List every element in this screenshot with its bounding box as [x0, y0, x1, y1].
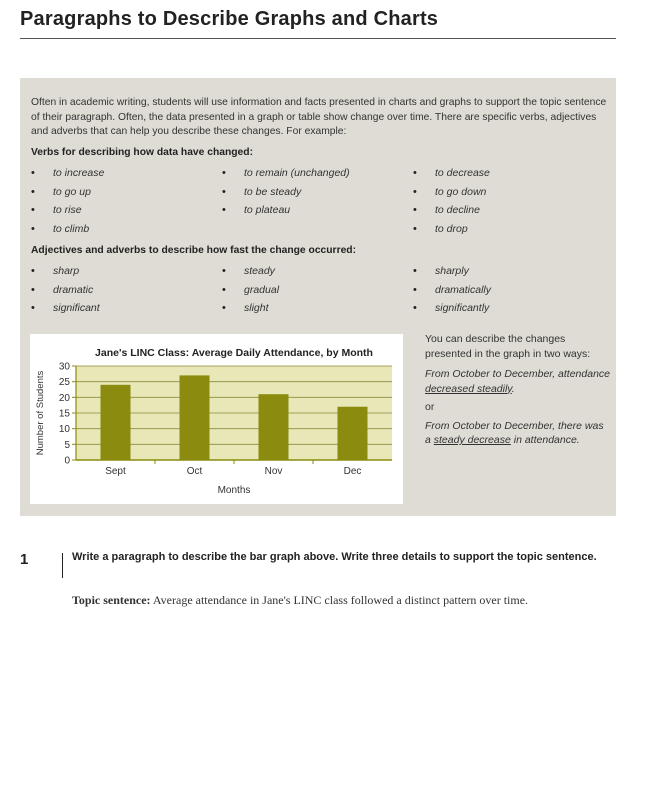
- list-item: • to decline: [413, 204, 603, 223]
- example-1-text: From October to December, attendance: [425, 368, 611, 380]
- example-2-text: From October to December, there was a: [425, 419, 604, 446]
- y-tick-label: 10: [58, 424, 70, 436]
- x-tick-label: Oct: [186, 466, 203, 477]
- y-tick-label: 30: [58, 361, 70, 373]
- verbs-col-2: [222, 167, 412, 223]
- chart-title: Jane's LINC Class: Average Daily Attendance, by Month: [95, 347, 373, 359]
- example-2-underlined: steady decrease: [433, 434, 511, 446]
- list-item: • dramatic: [31, 284, 221, 303]
- list-item: • to decrease: [413, 167, 603, 186]
- list-item: • to go up: [31, 186, 221, 205]
- list-item: • dramatically: [413, 284, 603, 303]
- explanation-intro: You can describe the changes presented in the graph in two ways:: [425, 333, 591, 360]
- list-item: • sharply: [413, 265, 603, 284]
- example-2: [425, 419, 610, 448]
- verbs-col-1: [31, 167, 221, 241]
- list-item: • significant: [31, 302, 221, 321]
- adjectives-heading: Adjectives and adverbs to describe how fast the change occurred:: [31, 245, 357, 256]
- list-item: • slight: [222, 302, 412, 321]
- list-item: • to plateau: [222, 204, 412, 223]
- y-tick-label: 5: [64, 439, 70, 451]
- page-title: Paragraphs to Describe Graphs and Charts: [20, 8, 439, 30]
- list-item: • to be steady: [222, 186, 412, 205]
- example-1: [425, 367, 610, 396]
- list-item: • sharp: [31, 265, 221, 284]
- title-divider: [20, 38, 616, 39]
- adjectives-col-3: [413, 265, 603, 321]
- list-item: • steady: [222, 265, 412, 284]
- y-tick-label: 25: [58, 377, 70, 389]
- list-item: • significantly: [413, 302, 603, 321]
- intro-paragraph: Often in academic writing, students will use information and facts presented in charts and graphs to support the topic sentence of their paragraph. Often, the data presented in a graph or table show change over time. There are specific verbs, adjectives and adverbs that can help you describe these changes. For example:: [31, 97, 607, 137]
- y-tick-label: 15: [58, 408, 70, 420]
- chart-svg: [30, 334, 403, 504]
- list-item: • to go down: [413, 186, 603, 205]
- chart-explanation: [425, 332, 610, 448]
- topic-sentence: [72, 593, 528, 608]
- adjectives-col-2: [222, 265, 412, 321]
- bar-dec: [338, 407, 368, 460]
- topic-sentence-text: Average attendance in Jane's LINC class followed a distinct pattern over time.: [150, 593, 529, 607]
- adjectives-col-1: [31, 265, 221, 321]
- verbs-col-3: [413, 167, 603, 241]
- x-tick-label: Dec: [343, 466, 362, 477]
- list-item: • to drop: [413, 223, 603, 242]
- bar-nov: [259, 394, 289, 460]
- or-label: or: [425, 401, 435, 413]
- example-1-end: .: [511, 382, 515, 395]
- y-tick-label: 0: [64, 455, 70, 467]
- y-tick-label: 20: [58, 392, 70, 404]
- example-2-end: in attendance.: [510, 434, 580, 446]
- bar-sept: [101, 385, 131, 460]
- list-item: • gradual: [222, 284, 412, 303]
- x-tick-label: Sept: [105, 466, 126, 477]
- list-item: • to rise: [31, 204, 221, 223]
- list-item: • to remain (unchanged): [222, 167, 412, 186]
- bar-oct: [180, 375, 210, 460]
- info-panel: [20, 78, 616, 516]
- attendance-chart: [30, 334, 403, 504]
- verbs-heading: Verbs for describing how data have changed:: [31, 147, 254, 158]
- list-item: • to climb: [31, 223, 221, 242]
- x-tick-label: Nov: [264, 466, 283, 477]
- x-axis-label: Months: [217, 485, 251, 496]
- question-prompt: Write a paragraph to describe the bar graph above. Write three details to support the topic sentence.: [72, 551, 597, 563]
- example-1-underlined: decreased steadily: [425, 382, 512, 395]
- list-item: • to increase: [31, 167, 221, 186]
- question-number: 1: [20, 551, 29, 568]
- topic-sentence-label: Topic sentence:: [72, 593, 151, 607]
- y-axis-label: Number of Students: [35, 370, 46, 456]
- question-divider: [62, 553, 63, 578]
